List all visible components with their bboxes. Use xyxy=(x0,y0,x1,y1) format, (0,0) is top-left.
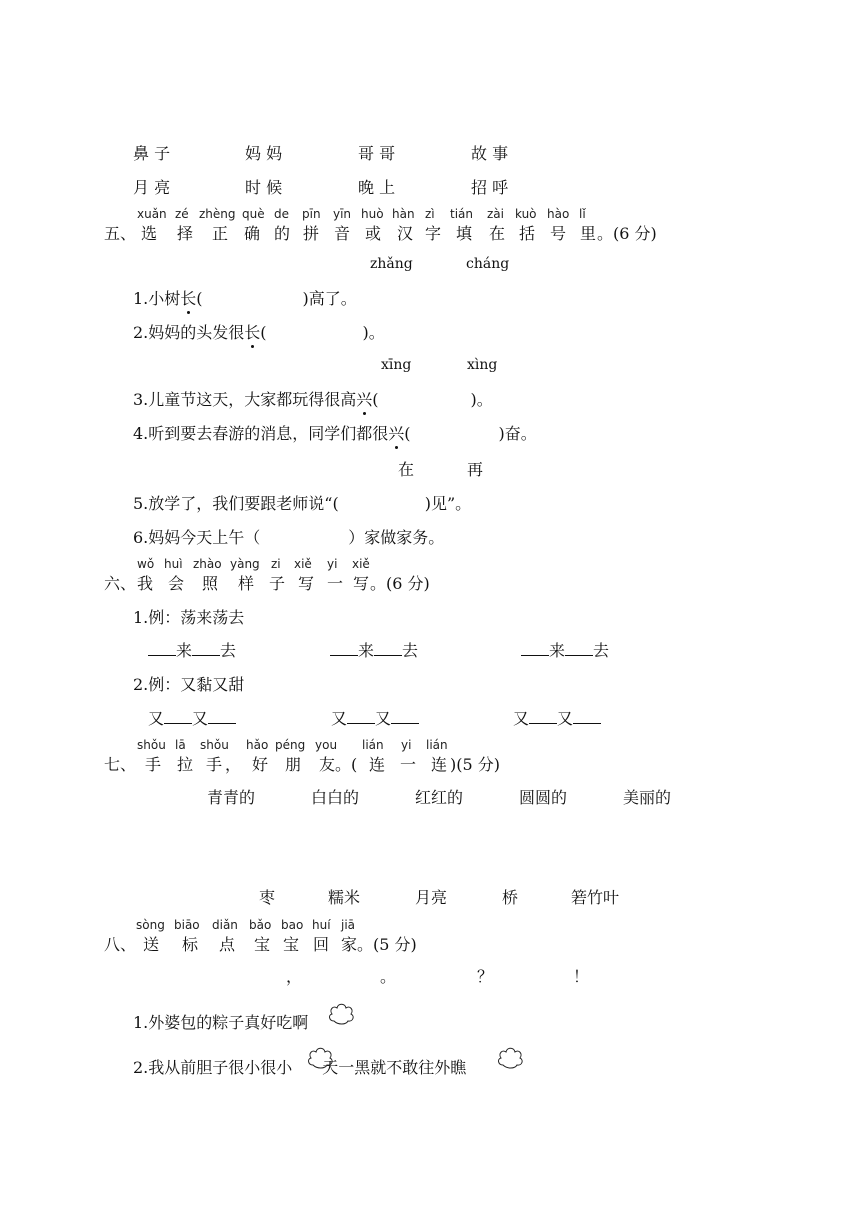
heading-char: 或 xyxy=(365,224,382,243)
answer-blank[interactable] xyxy=(573,709,601,724)
question-text: )。 xyxy=(362,323,385,342)
heading-char: 手 xyxy=(145,755,162,774)
word: 妈 妈 xyxy=(245,144,283,163)
pinyin: bao xyxy=(281,918,304,932)
heading-char: 在 xyxy=(489,224,506,243)
answer-blank[interactable] xyxy=(164,709,192,724)
word: 晚 上 xyxy=(358,178,396,197)
heading-char: 。( xyxy=(335,755,358,774)
match-noun[interactable]: 月亮 xyxy=(415,888,448,907)
option-pinyin: xīng xyxy=(381,357,412,373)
sentence-text: 天一黑就不敢往外瞧 xyxy=(322,1058,467,1077)
heading-char: 友 xyxy=(319,755,336,774)
pinyin: lián xyxy=(362,738,384,752)
word: 月 亮 xyxy=(133,178,171,197)
cloud-icon[interactable] xyxy=(305,1043,335,1071)
heading-char: 写 xyxy=(353,574,370,593)
heading-char: 选 xyxy=(141,224,158,243)
word: 哥 哥 xyxy=(358,144,396,163)
pattern-char: 又 xyxy=(557,709,574,728)
match-noun[interactable]: 枣 xyxy=(259,888,276,907)
answer-blank[interactable] xyxy=(148,641,176,656)
pinyin: yīn xyxy=(333,207,352,221)
cloud-icon[interactable] xyxy=(326,999,356,1027)
pinyin: biāo xyxy=(174,918,200,932)
question-text: 2.妈妈的头发很 xyxy=(133,323,245,342)
answer-blank[interactable] xyxy=(208,709,236,724)
dotted-char: 长 xyxy=(244,323,261,342)
pinyin: hàn xyxy=(392,207,415,221)
answer-blank[interactable] xyxy=(347,709,375,724)
dotted-char: 兴 xyxy=(388,424,405,443)
match-noun[interactable]: 桥 xyxy=(502,888,519,907)
pinyin: huò xyxy=(361,207,384,221)
heading-char: 连 xyxy=(431,755,448,774)
answer-blank[interactable] xyxy=(565,641,593,656)
heading-char: 家 xyxy=(341,935,358,954)
pattern-blank-group xyxy=(148,638,236,661)
dotted-char: 兴 xyxy=(356,390,373,409)
question-6 xyxy=(133,525,444,548)
pattern-blank-group xyxy=(521,638,609,661)
pinyin: shǒu xyxy=(200,738,229,752)
punctuation-mark: ？ xyxy=(477,967,494,986)
answer-blank[interactable] xyxy=(374,641,402,656)
pinyin: jiā xyxy=(341,918,356,932)
pinyin: kuò xyxy=(515,207,537,221)
answer-blank[interactable] xyxy=(529,709,557,724)
paren-open: ( xyxy=(372,390,379,409)
question-text: 5.放学了，我们要跟老师说“( xyxy=(133,494,339,513)
pinyin: xiě xyxy=(294,557,312,571)
question-text: 3.儿童节这天，大家都玩得很高 xyxy=(133,390,357,409)
option-char: 再 xyxy=(467,460,484,479)
match-adjective[interactable]: 红红的 xyxy=(415,788,464,807)
section-score: )(5 分) xyxy=(450,755,500,774)
question-text: )。 xyxy=(470,390,493,409)
pinyin: de xyxy=(274,207,289,221)
pinyin: tián xyxy=(450,207,473,221)
pattern-blank-group xyxy=(513,706,601,729)
heading-char: 会 xyxy=(168,574,185,593)
section-number: 六、 xyxy=(104,574,137,593)
pinyin: yi xyxy=(327,557,338,571)
pinyin: péng xyxy=(275,738,306,752)
section-score: 。(5 分) xyxy=(357,935,417,954)
pinyin: zhèng xyxy=(199,207,236,221)
heading-char: 点 xyxy=(219,935,236,954)
heading-char: 宝 xyxy=(283,935,300,954)
heading-char: 择 xyxy=(177,224,194,243)
option-pinyin: xìng xyxy=(467,357,498,373)
heading-char: 括 xyxy=(519,224,536,243)
pinyin: hào xyxy=(547,207,570,221)
answer-blank[interactable] xyxy=(192,641,220,656)
option-pinyin: zhǎng xyxy=(370,256,413,272)
question-text: 6.妈妈今天上午（ xyxy=(133,528,261,547)
answer-blank[interactable] xyxy=(330,641,358,656)
question-3 xyxy=(133,387,493,410)
pattern-char: 又 xyxy=(148,709,165,728)
pinyin: bǎo xyxy=(249,918,272,932)
section-score: 。(6 分) xyxy=(597,224,657,243)
heading-char: 一 xyxy=(327,574,344,593)
sentence-1: 1.外婆包的粽子真好吃啊 xyxy=(133,1013,309,1032)
dotted-char: 长 xyxy=(180,289,197,308)
heading-char: 拉 xyxy=(177,755,194,774)
heading-char: 好 xyxy=(252,755,269,774)
question-text: )高了。 xyxy=(302,289,357,308)
punctuation-mark: ！ xyxy=(573,967,590,986)
pattern-char: 又 xyxy=(375,709,392,728)
heading-char: 宝 xyxy=(254,935,271,954)
pinyin: què xyxy=(242,207,265,221)
pinyin: you xyxy=(315,738,338,752)
pinyin: yi xyxy=(401,738,412,752)
pinyin: xuǎn xyxy=(137,207,167,221)
heading-char: 号 xyxy=(550,224,567,243)
option-char: 在 xyxy=(398,460,415,479)
pattern-char: 去 xyxy=(593,641,610,660)
sentence-text: 2.我从前胆子很小很小 xyxy=(133,1058,293,1077)
pattern-char: 又 xyxy=(331,709,348,728)
pinyin: lā xyxy=(175,738,186,752)
punctuation-mark: ， xyxy=(286,967,303,986)
pinyin: wǒ xyxy=(137,557,155,571)
pattern-blank-group xyxy=(330,638,418,661)
pinyin: huì xyxy=(164,557,183,571)
pinyin: hǎo xyxy=(246,738,269,752)
heading-char: 填 xyxy=(456,224,473,243)
pinyin: zhào xyxy=(193,557,222,571)
question-5 xyxy=(133,491,471,514)
question-1 xyxy=(133,286,357,309)
match-noun[interactable]: 糯米 xyxy=(328,888,361,907)
heading-char: 字 xyxy=(425,224,442,243)
pinyin: zài xyxy=(487,207,504,221)
match-adjective[interactable]: 白白的 xyxy=(311,788,360,807)
answer-blank[interactable] xyxy=(521,641,549,656)
section-number: 七、 xyxy=(104,755,137,774)
answer-blank[interactable] xyxy=(391,709,419,724)
pinyin: lián xyxy=(426,738,448,752)
heading-char: 样 xyxy=(238,574,255,593)
pinyin: sòng xyxy=(136,918,165,932)
heading-char: 汉 xyxy=(397,224,414,243)
question-text: 4.听到要去春游的消息，同学们都很 xyxy=(133,424,389,443)
heading-char: 子 xyxy=(269,574,286,593)
option-pinyin: cháng xyxy=(466,256,510,272)
heading-char: 回 xyxy=(313,935,330,954)
section-number: 五、 xyxy=(104,224,137,243)
heading-char: 手 xyxy=(206,755,223,774)
pinyin: zì xyxy=(425,207,435,221)
heading-char: 我 xyxy=(137,574,154,593)
match-noun[interactable]: 箬竹叶 xyxy=(571,888,620,907)
pattern-blank-group xyxy=(148,706,236,729)
pattern-char: 去 xyxy=(220,641,237,660)
pattern-char: 又 xyxy=(513,709,530,728)
heading-char: 确 xyxy=(244,224,261,243)
heading-char: 朋 xyxy=(285,755,302,774)
match-adjective[interactable]: 圆圆的 xyxy=(519,788,568,807)
pinyin: lǐ xyxy=(579,207,586,221)
section-score: 。(6 分) xyxy=(370,574,430,593)
heading-char: 里 xyxy=(580,224,597,243)
pinyin: yàng xyxy=(230,557,260,571)
word: 招 呼 xyxy=(471,178,509,197)
heading-char: ， xyxy=(225,755,242,774)
match-adjective[interactable]: 青青的 xyxy=(207,788,256,807)
pattern-char: 来 xyxy=(358,641,375,660)
pinyin: diǎn xyxy=(212,918,238,932)
question-text: ）家做家务。 xyxy=(348,528,445,547)
question-text: 1.小树 xyxy=(133,289,181,308)
question-text: )奋。 xyxy=(498,424,537,443)
heading-char: 连 xyxy=(369,755,386,774)
paren-open: ( xyxy=(260,323,267,342)
question-4 xyxy=(133,421,537,444)
section-number: 八、 xyxy=(104,935,137,954)
pattern-char: 去 xyxy=(402,641,419,660)
heading-char: 写 xyxy=(298,574,315,593)
pattern-char: 又 xyxy=(192,709,209,728)
heading-char: 送 xyxy=(143,935,160,954)
question-2 xyxy=(133,320,385,343)
pinyin: zé xyxy=(175,207,189,221)
heading-char: 照 xyxy=(202,574,219,593)
pinyin: zi xyxy=(271,557,281,571)
word: 鼻 子 xyxy=(133,144,171,163)
word: 故 事 xyxy=(471,144,509,163)
pattern-blank-group xyxy=(331,706,419,729)
question-text: )见”。 xyxy=(424,494,472,513)
punctuation-mark: 。 xyxy=(380,967,397,986)
pinyin: pīn xyxy=(302,207,321,221)
word: 时 候 xyxy=(245,178,283,197)
heading-char: 音 xyxy=(334,224,351,243)
paren-open: ( xyxy=(404,424,411,443)
pinyin: huí xyxy=(312,918,331,932)
example-1: 1.例：荡来荡去 xyxy=(133,608,245,627)
heading-char: 标 xyxy=(182,935,199,954)
heading-char: 的 xyxy=(274,224,291,243)
cloud-icon[interactable] xyxy=(495,1043,525,1071)
match-adjective[interactable]: 美丽的 xyxy=(623,788,672,807)
heading-char: 拼 xyxy=(303,224,320,243)
example-2: 2.例：又黏又甜 xyxy=(133,675,245,694)
heading-char: 一 xyxy=(400,755,417,774)
pinyin: xiě xyxy=(352,557,370,571)
pattern-char: 来 xyxy=(176,641,193,660)
paren-open: ( xyxy=(196,289,203,308)
heading-char: 正 xyxy=(212,224,229,243)
pattern-char: 来 xyxy=(549,641,566,660)
sentence-2 xyxy=(133,1055,466,1078)
pinyin: shǒu xyxy=(137,738,166,752)
